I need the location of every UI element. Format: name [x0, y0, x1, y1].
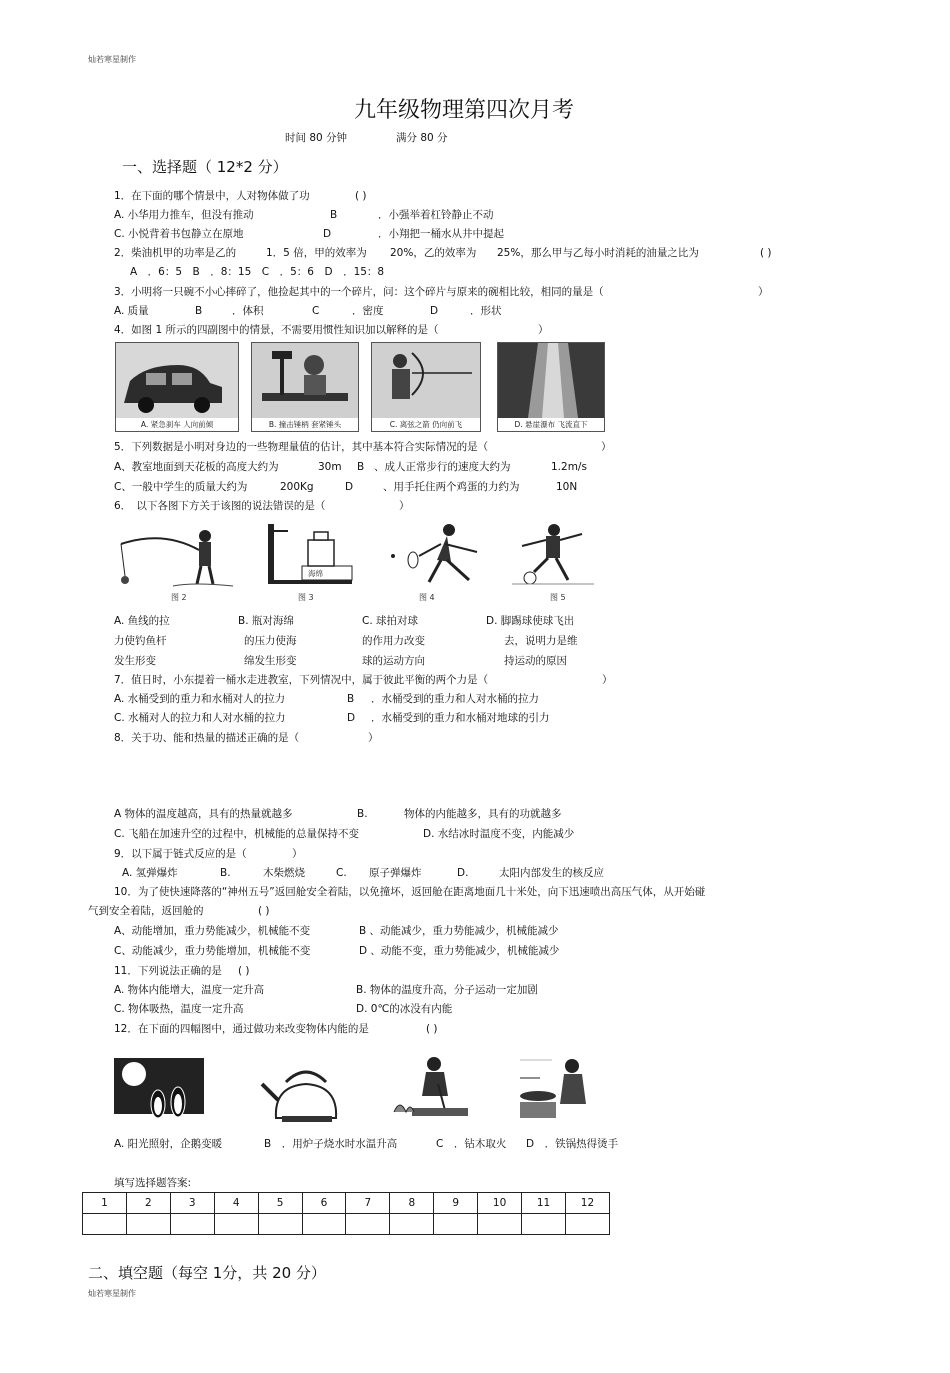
- q12-paren: ( ): [426, 1023, 438, 1035]
- q4-caption-c: C. 离弦之箭 仍向前飞: [372, 418, 480, 431]
- q12-image-b: [258, 1056, 354, 1126]
- q3-paren-close: ）: [758, 286, 769, 298]
- q6-option-a-line2: 力使钓鱼杆: [114, 635, 167, 647]
- q6-figure-4: [385, 522, 485, 602]
- q6-option-a-line1: A. 鱼线的拉: [114, 615, 170, 627]
- q12-option-a: A. 阳光照射，企鹅变暖: [114, 1138, 223, 1150]
- answer-cell[interactable]: [258, 1214, 302, 1235]
- q6-figure-5: [508, 522, 598, 602]
- q9-option-d: 太阳内部发生的核反应: [499, 867, 604, 879]
- answer-number: 1: [83, 1193, 127, 1214]
- answer-number: 6: [302, 1193, 346, 1214]
- iron-pan-illustration: [512, 1048, 608, 1126]
- answer-number: 2: [126, 1193, 170, 1214]
- q11-stem: 11．下列说法正确的是: [114, 965, 222, 977]
- q2-stem-2: 1．5 倍，甲的效率为: [266, 247, 367, 259]
- q1-option-d-label: D: [323, 228, 332, 240]
- q2-stem-1: 2．柴油机甲的功率是乙的: [114, 247, 237, 259]
- q12-image-c: [388, 1054, 480, 1126]
- q11-option-c: C. 物体吸热，温度一定升高: [114, 1003, 244, 1015]
- q6-paren-close: ）: [399, 500, 410, 512]
- tennis-player-illustration: [385, 522, 485, 592]
- q12-option-d: D ．铁锅热得烫手: [526, 1138, 619, 1150]
- q12-stem: 12．在下面的四幅图中，通过做功来改变物体内能的是: [114, 1023, 369, 1035]
- q5-option-b-label: B: [357, 461, 365, 473]
- answer-cell[interactable]: [214, 1214, 258, 1235]
- q2-stem-3: 20%，乙的效率为: [390, 247, 477, 259]
- q6-option-d-line2: 去，说明力是维: [504, 635, 578, 647]
- q10-paren: ( ): [258, 905, 270, 917]
- q4-image-a: [115, 342, 239, 432]
- q4-image-b: [251, 342, 359, 432]
- q4-caption-a: A. 紧急刹车 人向前倾: [116, 418, 238, 431]
- q2-options: A ．6：5 B ．8：15 C ．5：6 D ．15：8: [130, 266, 385, 278]
- q6-option-d-line3: 持运动的原因: [504, 655, 567, 667]
- q9-option-d-label: D.: [457, 867, 469, 879]
- answer-number: 12: [565, 1193, 609, 1214]
- q6-figure-3-caption: 图 3: [298, 593, 314, 602]
- answer-cell[interactable]: [170, 1214, 214, 1235]
- q5-option-d: 、用手托住两个鸡蛋的力约为: [383, 481, 520, 493]
- q9-option-c: 原子弹爆炸: [369, 867, 422, 879]
- q10-option-a: A、动能增加，重力势能减少，机械能不变: [114, 925, 311, 937]
- q8-option-b: 物体的内能越多，具有的功就越多: [404, 808, 562, 820]
- q8-option-c: C. 飞船在加速升空的过程中，机械能的总量保持不变: [114, 828, 360, 840]
- q1-option-c: C. 小悦背着书包静立在原地: [114, 228, 244, 240]
- q7-option-d: ．水桶受到的重力和水桶对地球的引力: [371, 712, 550, 724]
- q7-paren-close: ）: [602, 674, 613, 686]
- q9-option-a: A. 氢弹爆炸: [122, 867, 178, 879]
- q1-paren: ( ): [355, 190, 367, 202]
- q11-option-d: D. 0℃的冰没有内能: [356, 1003, 453, 1015]
- q11-paren: ( ): [238, 965, 250, 977]
- q3-option-c-label: C: [312, 305, 320, 317]
- q6-figure-3: [262, 522, 358, 602]
- q3-option-d-label: D: [430, 305, 439, 317]
- q5-option-c-value: 200Kg: [280, 481, 314, 493]
- q5-option-c: C、一般中学生的质量大约为: [114, 481, 248, 493]
- waterfall-illustration: [498, 343, 604, 418]
- answer-cell[interactable]: [434, 1214, 478, 1235]
- q6-figure-2: [113, 522, 243, 602]
- q6-option-c-line1: C. 球拍对球: [362, 615, 419, 627]
- section-1-heading: 一、选择题（ 12*2 分）: [122, 158, 288, 176]
- answer-cell[interactable]: [302, 1214, 346, 1235]
- q9-option-b-label: B.: [220, 867, 231, 879]
- q5-option-d-value: 10N: [556, 481, 578, 493]
- archer-illustration: [372, 343, 480, 418]
- answer-number: 9: [434, 1193, 478, 1214]
- q11-option-b: B. 物体的温度升高，分子运动一定加剧: [356, 984, 538, 996]
- q5-option-b: 、成人正常步行的速度大约为: [374, 461, 511, 473]
- q3-stem: 3．小明将一只碗不小心摔碎了，他捡起其中的一个碎片，问：这个碎片与原来的碗相比较，相同的量是（: [114, 286, 604, 298]
- q3-option-b-label: B: [195, 305, 203, 317]
- q6-figure-2-caption: 图 2: [171, 593, 187, 602]
- q6-sponge-label: 海绵: [308, 569, 323, 578]
- header-note: 灿若寒星制作: [88, 55, 136, 64]
- q7-stem: 7．值日时，小东提着一桶水走进教室，下列情况中，属于彼此平衡的两个力是（: [114, 674, 489, 686]
- q6-stem: 6． 以下各图下方关于该图的说法错误的是（: [114, 500, 326, 512]
- q6-option-a-line3: 发生形变: [114, 655, 156, 667]
- q3-option-b: ．体积: [232, 305, 264, 317]
- q4-caption-b: B. 撞击锤柄 套紧锤头: [252, 418, 358, 431]
- q5-paren-close: ）: [601, 441, 612, 453]
- q6-figure-4-caption: 图 4: [419, 593, 435, 602]
- q12-option-b: B ．用炉子烧水时水温升高: [264, 1138, 398, 1150]
- q7-option-a: A. 水桶受到的重力和水桶对人的拉力: [114, 693, 286, 705]
- answer-table-header-row: [83, 1193, 610, 1214]
- q5-option-b-value: 1.2m/s: [551, 461, 587, 473]
- q3-option-a: A. 质量: [114, 305, 149, 317]
- q6-option-d-line1: D. 脚踢球使球飞出: [486, 615, 575, 627]
- answer-cell[interactable]: [478, 1214, 522, 1235]
- q7-option-b-label: B: [347, 693, 355, 705]
- answer-table-input-row: [83, 1214, 610, 1235]
- football-kick-illustration: [508, 522, 598, 592]
- car-brake-illustration: [116, 343, 238, 418]
- q9-option-b: 木柴燃烧: [263, 867, 305, 879]
- page-title: 九年级物理第四次月考: [354, 98, 575, 123]
- q8-option-a: A 物体的温度越高，具有的热量就越多: [114, 808, 293, 820]
- q4-caption-d: D. 悬崖瀑布 飞流直下: [498, 418, 604, 431]
- q1-option-b-label: B: [330, 209, 338, 221]
- answer-cell[interactable]: [346, 1214, 390, 1235]
- q5-option-a: A、教室地面到天花板的高度大约为: [114, 461, 279, 473]
- q3-option-c: ．密度: [352, 305, 384, 317]
- q4-image-d: [497, 342, 605, 432]
- answer-number: 5: [258, 1193, 302, 1214]
- q6-option-b-line1: B. 瓶对海绵: [238, 615, 294, 627]
- answer-cell[interactable]: [83, 1214, 127, 1235]
- q2-stem-4: 25%，那么甲与乙每小时消耗的油量之比为: [497, 247, 699, 259]
- answer-number: 11: [522, 1193, 566, 1214]
- q8-paren-close: ）: [368, 732, 379, 744]
- q6-option-b-line2: 的压力使海: [244, 635, 297, 647]
- q4-stem: 4．如图 1 所示的四副图中的情景，不需要用惯性知识加以解释的是（: [114, 324, 439, 336]
- answer-number: 8: [390, 1193, 434, 1214]
- answer-number: 10: [478, 1193, 522, 1214]
- q8-option-b-label: B.: [357, 808, 368, 820]
- q6-option-c-line2: 的作用力改变: [362, 635, 425, 647]
- q10-option-b: B 、动能减少，重力势能减少，机械能减少: [359, 925, 559, 937]
- answer-cell[interactable]: [126, 1214, 170, 1235]
- penguins-sun-illustration: [114, 1056, 206, 1126]
- q6-option-b-line3: 绵发生形变: [244, 655, 297, 667]
- q4-image-c: [371, 342, 481, 432]
- q7-option-b: ．水桶受到的重力和人对水桶的拉力: [371, 693, 539, 705]
- answer-table: [82, 1192, 610, 1235]
- q10-stem-line2: 气到安全着陆，返回舱的: [88, 905, 204, 917]
- q1-option-a: A. 小华用力推车，但没有推动: [114, 209, 254, 221]
- q5-stem: 5．下列数据是小明对身边的一些物理量值的估计，其中基本符合实际情况的是（: [114, 441, 489, 453]
- q2-paren: ( ): [760, 247, 772, 259]
- q1-stem: 1．在下面的哪个情景中，人对物体做了功: [114, 190, 310, 202]
- answer-number: 7: [346, 1193, 390, 1214]
- answer-cell[interactable]: [565, 1214, 609, 1235]
- q4-paren-close: ）: [538, 324, 549, 336]
- q10-stem-line1: 10．为了使快速降落的“神州五号”返回舱安全着陆，以免撞坏，返回舱在距离地面几十米处，向下迅速喷出高压气体，从开始碰: [114, 886, 706, 898]
- q10-option-c: C、动能减少，重力势能增加，机械能不变: [114, 945, 311, 957]
- q8-option-d: D. 水结冰时温度不变，内能减少: [423, 828, 575, 840]
- q9-paren-close: ）: [292, 848, 303, 860]
- answer-cell[interactable]: [522, 1214, 566, 1235]
- q5-option-a-value: 30m: [318, 461, 342, 473]
- kettle-illustration: [258, 1056, 354, 1126]
- fire-drill-illustration: [388, 1054, 480, 1126]
- q1-option-d: ．小翔把一桶水从井中提起: [378, 228, 504, 240]
- bottle-sponge-illustration: [262, 522, 358, 590]
- q9-stem: 9．以下属于链式反应的是（: [114, 848, 247, 860]
- answer-number: 3: [170, 1193, 214, 1214]
- footer-note: 灿若寒星制作: [88, 1289, 136, 1298]
- exam-score: 满分 80 分: [396, 132, 448, 144]
- q11-option-a: A. 物体内能增大，温度一定升高: [114, 984, 265, 996]
- q3-option-d: ．形状: [470, 305, 502, 317]
- q1-option-b: ．小强举着杠铃静止不动: [378, 209, 494, 221]
- q8-stem: 8．关于功、能和热量的描述正确的是（: [114, 732, 300, 744]
- answer-table-label: 填写选择题答案:: [114, 1177, 192, 1189]
- q10-option-d: D 、动能不变，重力势能减少，机械能减少: [359, 945, 560, 957]
- q6-option-c-line3: 球的运动方向: [362, 655, 425, 667]
- q7-option-d-label: D: [347, 712, 356, 724]
- answer-number: 4: [214, 1193, 258, 1214]
- q9-option-c-label: C.: [336, 867, 347, 879]
- q12-option-c: C ．钻木取火: [436, 1138, 507, 1150]
- q6-figure-5-caption: 图 5: [550, 593, 566, 602]
- section-2-heading: 二、填空题（每空 1分，共 20 分）: [88, 1264, 326, 1282]
- answer-cell[interactable]: [390, 1214, 434, 1235]
- fishing-illustration: [113, 522, 243, 594]
- q12-image-d: [512, 1048, 608, 1126]
- q5-option-d-label: D: [345, 481, 354, 493]
- q12-image-a: [114, 1056, 206, 1126]
- exam-time: 时间 80 分钟: [285, 132, 348, 144]
- hammer-illustration: [252, 343, 358, 418]
- q7-option-c: C. 水桶对人的拉力和人对水桶的拉力: [114, 712, 286, 724]
